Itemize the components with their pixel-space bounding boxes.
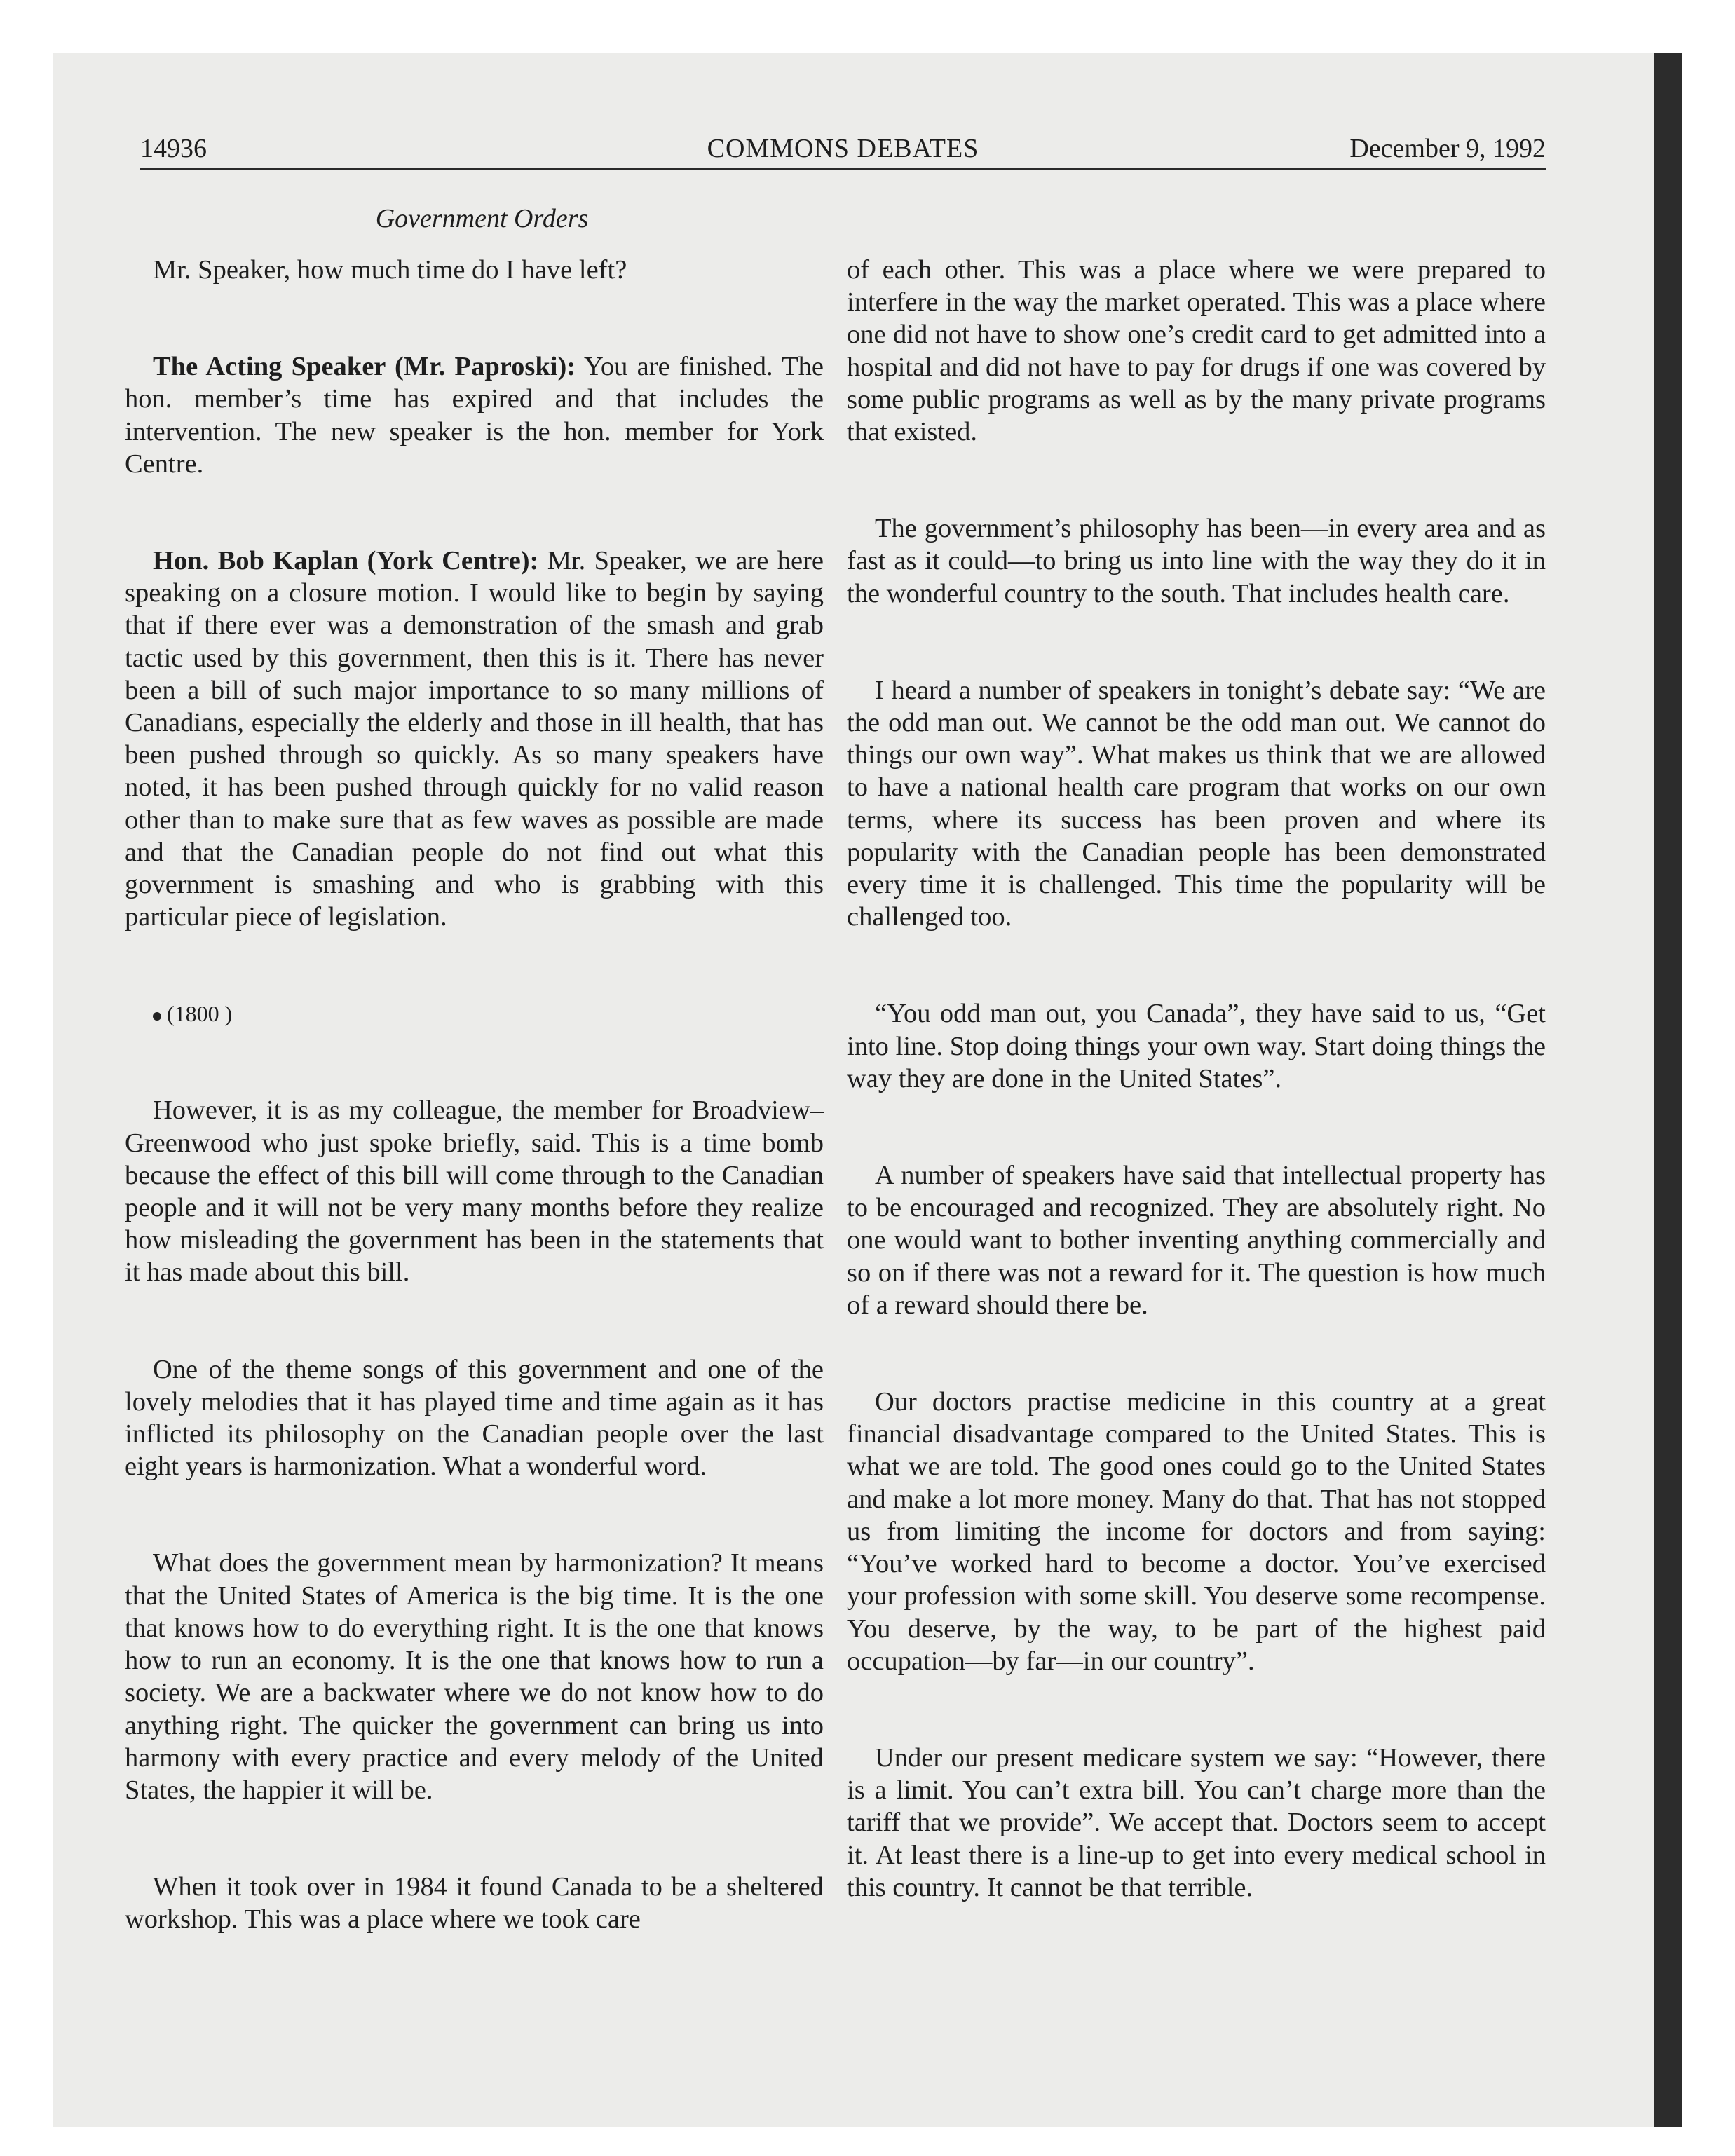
bullet-icon <box>153 1012 161 1021</box>
paragraph: Under our present medicare system we say: “However, there is a limit. You can’t extra bill. You can’t charge more than the tariff that we provide”. We accept that. Doctors seem to accept it. At least there is a line-up to get into every medical school in this country. It cannot be that terrible. <box>847 1742 1546 1902</box>
right-column <box>847 254 1546 1904</box>
paragraph: Mr. Speaker, how much time do I have left? <box>153 255 627 285</box>
speech-text: You are finished. The hon. member’s time has expired and that includes the intervention. The new speaker is the hon. member for York Centre. <box>125 352 824 479</box>
paragraph: The government’s philosophy has been—in every area and as fast as it could—to bring us into line with the way they do it in the wonderful country to the south. That includes health care. <box>847 514 1546 608</box>
speaker-name: The Acting Speaker (Mr. Paproski): <box>153 352 576 382</box>
section-title: Government Orders <box>375 204 589 233</box>
time-marker-text: (1800 ) <box>167 1001 233 1027</box>
scan-edge-shadow <box>1654 53 1682 2127</box>
speech-text: Mr. Speaker, we are here speaking on a closure motion. I would like to begin by saying that if there ever was a demonstration of the smash and grab tactic used by this government, then this is it. There has never been a bill of such major importance to so many millions of Canadians, especially the elderly and those in ill health, that has been pushed through so quickly. As so many speakers have noted, it has been pushed through quickly for no valid reason other than to make sure that as few waves as possible are made and that the Canadian people do not find out what this government is smashing and who is grabbing with this particular piece of legislation. <box>125 546 824 932</box>
page-header <box>140 128 1546 170</box>
paragraph: A number of speakers have said that intellectual property has to be encouraged and recognized. They are absolutely right. No one would want to bother inventing anything commercially and so on if there was not a reward for it. The question is how much of a reward should there be. <box>847 1161 1546 1320</box>
paragraph: “You odd man out, you Canada”, they have said to us, “Get into line. Stop doing things your own way. Start doing things the way they are done in the United States”. <box>847 999 1546 1093</box>
paragraph: of each other. This was a place where we were prepared to interfere in the way the market operated. This was a place where one did not have to show one’s credit card to get admitted into a hospital and did not have to pay for drugs if one was covered by some public programs as well as by the many private programs that existed. <box>847 255 1546 447</box>
publication-title: COMMONS DEBATES <box>707 134 979 163</box>
paragraph: However, it is as my colleague, the member for Broadview–Greenwood who just spoke briefly, said. This is a time bomb because the effect of this bill will come through to the Canadian people and it will not be very many months before they realize how misleading the government has been in the statements that it has made about this bill. <box>125 1096 824 1288</box>
paragraph: What does the government mean by harmonization? It means that the United States of America is the big time. It is the one that knows how to do everything right. It is the one that knows how to run an economy. It is the one that knows how to run a society. We are a backwater where we do not know how to do anything right. The quicker the government can bring us into harmony with every practice and every melody of the United States, the happier it will be. <box>125 1548 824 1805</box>
paragraph: One of the theme songs of this government and one of the lovely melodies that it has played time and time again as it has inflicted its philosophy on the Canadian people over the last eight years is harmonization. What a wonderful word. <box>125 1354 824 1482</box>
paragraph: When it took over in 1984 it found Canada to be a sheltered workshop. This was a place where we took care <box>125 1872 824 1935</box>
time-marker <box>125 997 824 1030</box>
left-column <box>125 254 824 1936</box>
paragraph: I heard a number of speakers in tonight’s debate say: “We are the odd man out. We cannot be the odd man out. We cannot do things our own way”. What makes us think that we are allowed to have a national health care program that works on our own terms, where its success has been proven and where its popularity with the Canadian people has been demonstrated every time it is challenged. This time the popularity will be challenged too. <box>847 675 1546 932</box>
header-rule <box>140 168 1546 170</box>
paragraph: Our doctors practise medicine in this country at a great financial disadvantage compared to the United States. This is what we are told. The good ones could go to the United States and make a lot more money. Many do that. That has not stopped us from limiting the income for doctors and from saying: “You’ve worked hard to become a doctor. You’ve exercised your profession with some skill. You deserve some recompense. You deserve, by the way, to be part of the highest paid occupation—by far—in our country”. <box>847 1387 1546 1676</box>
paragraph <box>125 350 824 480</box>
paragraph <box>125 545 824 933</box>
header-date: December 9, 1992 <box>1349 134 1546 163</box>
speaker-name: Hon. Bob Kaplan (York Centre): <box>153 546 539 576</box>
page-number: 14936 <box>140 134 207 163</box>
